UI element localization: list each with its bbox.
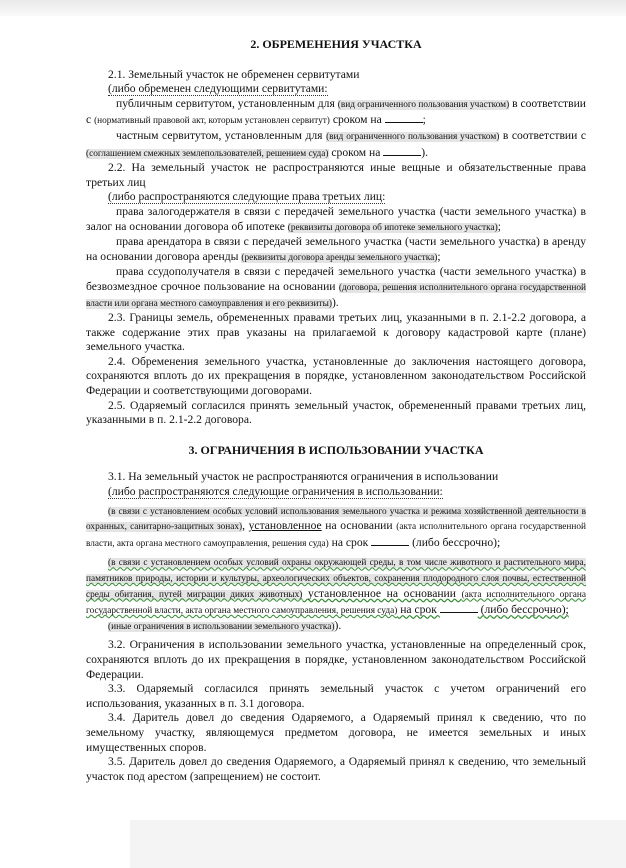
clause-2-2: 2.2. На земельный участок не распространяются иные вещные и обязательственные права третьих лиц — [86, 161, 586, 189]
clause-2-2-alt: (либо распространяются следующие права третьих лиц: — [108, 190, 386, 204]
page-bottom-edge — [130, 820, 626, 868]
clause-2-5: 2.5. Одаряемый согласился принять земельный участок, обремененный правами третьих лиц, указанными в п. 2.1-2.2 договора. — [86, 398, 586, 427]
clause-2-4: 2.4. Обременения земельного участка, установленные до заключения настоящего договора, сохраняются вплоть до их прекращения в порядке, установленном законодательством Российской Федерации и соответствующими договорами. — [86, 354, 586, 398]
page-top-edge — [0, 0, 626, 16]
document-body — [86, 30, 586, 784]
clause-2-1-alt: (либо обременен следующими сервитутами: — [108, 82, 328, 96]
section-3-title: 3. ОГРАНИЧЕНИЯ В ИСПОЛЬЗОВАНИИ УЧАСТКА — [188, 442, 484, 457]
section-2-title: 2. ОБРЕМЕНЕНИЯ УЧАСТКА — [250, 37, 422, 51]
clause-3-1-alt: (либо распространяются следующие ограничения в использовании: — [108, 485, 443, 499]
clause-3-4: 3.4. Даритель довел до сведения Одаряемого, а Одаряемый принял к сведению, что по земельному участку, являющемуся предметом договора, не имеется земельных и иных имущественных споров. — [86, 711, 586, 754]
clause-3-5: 3.5. Даритель довел до сведения Одаряемого, а Одаряемый принял к сведению, что земельный участок под арестом (запрещением) не состоит. — [86, 755, 586, 783]
clause-2-1: 2.1. Земельный участок не обременен сервитутами — [108, 67, 360, 81]
public-servitude: публичным сервитутом, установленным для (вид ограниченного пользования участком) в соответствии с (нормативный правовой акт, которым установлен сервитут) сроком на ; — [86, 96, 586, 127]
loan-rights: права ссудополучателя в связи с передачей земельного участка (части земельного участка) в безвозмездное срочное пользование на основании (договора, решения исполнительного органа государственной власти или органа местного самоуправления и его реквизиты)). — [86, 265, 586, 309]
clause-3-2: 3.2. Ограничения в использовании земельного участка, установленные на определенный срок, сохраняются вплоть до их прекращения в порядке, установленном законодательством Российской Федерации. — [86, 638, 586, 681]
private-servitude: частным сервитутом, установленным для (вид ограниченного пользования участком) в соответствии с (соглашением смежных землепользователей, решением суда) сроком на ). — [86, 128, 587, 159]
clause-2-3: 2.3. Границы земель, обремененных правами третьих лиц, указанными в п. 2.1-2.2 договора, а также содержание этих прав указаны на прилагаемой к договору кадастровой карте (плане) земельного участка. — [86, 311, 586, 354]
restriction-other: (иные ограничения в использовании земельного участка)). — [108, 618, 342, 632]
restriction-environment: (в связи с установлением особых условий охраны окружающей среды, в том числе животного и растительного мира, памятников природы, истории и культуры, археологических объектов, сохранения плодородного слоя почвы, естественной среды обитания, путей миграции диких животных) установленное на основании (акта исполнительного органа государственной власти, акта органа местного самоуправления, решения суда) на срок (либо бессрочно); — [86, 558, 586, 617]
restriction-protection-zones: (в связи с установлением особых условий использования земельного участка и режима хозяйственной деятельности в охранных, санитарно-защитных зонах), установленное на основании (акта исполнительного органа государственной власти, акта органа местного самоуправления, решения суда) на срок (либо бессрочно); — [86, 506, 587, 549]
clause-3-1: 3.1. На земельный участок не распространяются ограничения в использовании — [108, 470, 499, 484]
mortgage-rights: права залогодержателя в связи с передачей земельного участка (части земельного участка) в залог на основании договора об ипотеке (реквизиты договора об ипотеке земельного участка); — [86, 204, 586, 233]
clause-3-3: 3.3. Одаряемый согласился принять земельный участок с учетом ограничений его использования, указанных в п. 3.1 договора. — [86, 682, 586, 710]
lease-rights: права арендатора в связи с передачей земельного участка (части земельного участка) в аренду на основании договора аренды (реквизиты договора аренды земельного участка); — [86, 235, 586, 263]
